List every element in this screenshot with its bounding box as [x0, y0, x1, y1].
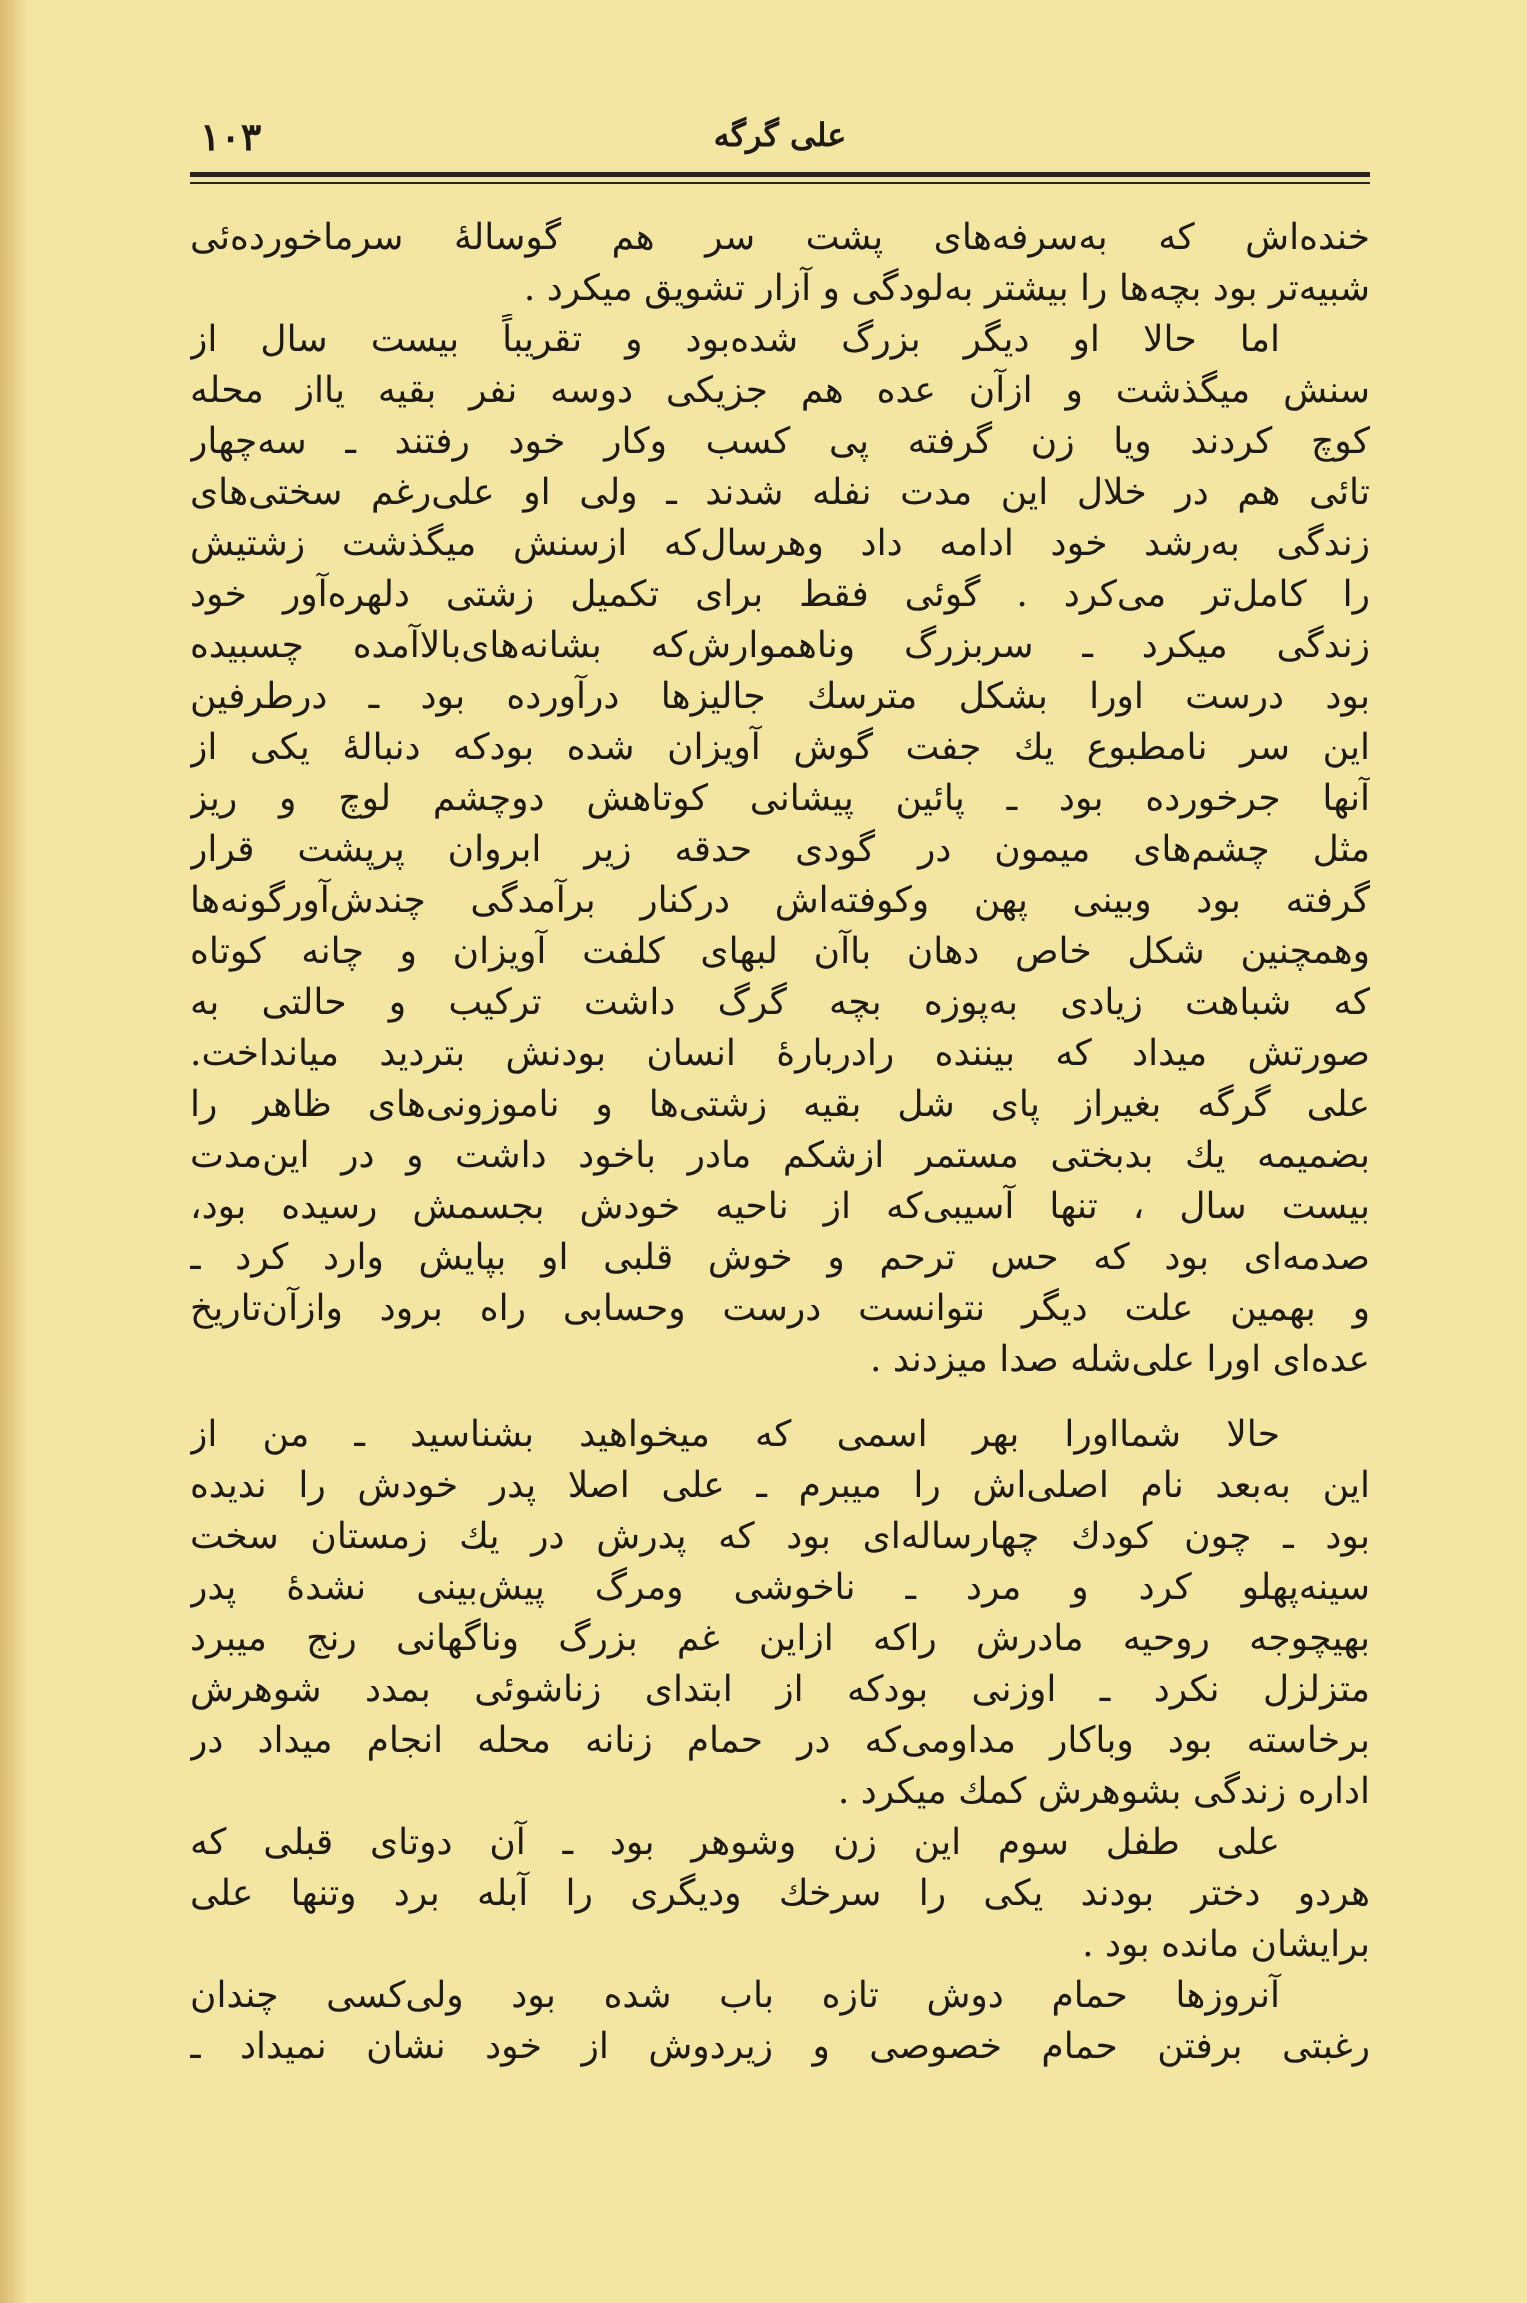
- text-line: صدمه‌ای بود که حس ترحم و خوش قلبی او بپایش وارد کرد ـ: [190, 1237, 1370, 1278]
- text-line: علی گرگه بغیراز پای شل بقیه زشتی‌ها و ناموزونی‌های ظاهر را: [190, 1084, 1370, 1125]
- text-line: خنده‌اش که به‌سرفه‌های پشت سر هم گوسالهٔ سرماخورده‌ئی: [190, 217, 1370, 258]
- text-line: بود ـ چون کودك چهارساله‌ای بود که پدرش در یك زمستان سخت: [190, 1516, 1370, 1557]
- text-line: وهمچنین شکل خاص دهان باآن لبهای کلفت آویزان و چانه کوتاه: [190, 931, 1370, 972]
- text-line: بیست سال ، تنها آسیبی‌که از ناحیه خودش بجسمش رسیده بود،: [190, 1186, 1370, 1227]
- text-line: این به‌بعد نام اصلی‌اش را میبرم ـ علی اصلا پدر خودش را ندیده: [190, 1465, 1370, 1506]
- text-line: را کامل‌تر می‌کرد . گوئی فقط برای تکمیل زشتی دلهره‌آور خود: [190, 574, 1370, 615]
- text-line: علی طفل سوم این زن وشوهر بود ـ آن دوتای قبلی که: [190, 1822, 1280, 1863]
- text-line: آنروزها حمام دوش تازه باب شده بود ولی‌کسی چندان: [190, 1975, 1280, 2016]
- paragraph-gap: [190, 1385, 1370, 1409]
- text-line: برایشان مانده بود .: [1082, 1924, 1370, 1965]
- text-line: اما حالا او دیگر بزرگ شده‌بود و تقریباً بیست سال از: [190, 319, 1280, 360]
- header-rule-thick: [190, 172, 1370, 177]
- text-line: بضمیمه یك بدبختی مستمر ازشکم مادر باخود داشت و در این‌مدت: [190, 1135, 1370, 1176]
- text-line: تائی هم در خلال این مدت نفله شدند ـ ولی او علی‌رغم سختی‌های: [190, 472, 1370, 513]
- text-line: متزلزل نکرد ـ اوزنی بودکه از ابتدای زناشوئی بمدد شوهرش: [190, 1669, 1370, 1710]
- text-line: آنها جرخورده بود ـ پائین پیشانی کوتاهش دوچشم لوچ و ریز: [190, 778, 1370, 819]
- page-edge-shadow: [0, 0, 28, 2303]
- page-number: ۱۰۳: [200, 114, 262, 159]
- body-text: [190, 212, 1370, 2072]
- page-header: [190, 108, 1370, 168]
- text-line: اداره زندگی بشوهرش کمك میکرد .: [837, 1771, 1370, 1812]
- text-line: هردو دختر بودند یکی را سرخك ودیگری را آبله برد وتنها علی: [190, 1873, 1370, 1914]
- text-line: برخاسته بود وباکار مداومی‌که در حمام زنانه محله انجام میداد در: [190, 1720, 1370, 1761]
- text-line: بود درست اورا بشکل مترسك جالیزها درآورده بود ـ درطرفین: [190, 676, 1370, 717]
- text-line: سنش میگذشت و ازآن عده هم جزیکی دوسه نفر بقیه یااز محله: [190, 370, 1370, 411]
- text-line: شبیه‌تر بود بچه‌ها را بیشتر به‌لودگی و آزار تشویق میکرد .: [523, 268, 1370, 309]
- text-line: که شباهت زیادی به‌پوزه بچه گرگ داشت ترکیب و حالتی به: [190, 982, 1370, 1023]
- text-line: صورتش میداد که بیننده رادربارهٔ انسان بودنش بتردید میانداخت.: [190, 1033, 1370, 1074]
- text-line: بهیچوجه روحیه مادرش راکه ازاین غم بزرگ وناگهانی رنج میبرد: [190, 1618, 1370, 1659]
- header-rule-thin: [190, 182, 1370, 184]
- text-line: حالا شمااورا بهر اسمی که میخواهید بشناسید ـ من از: [190, 1414, 1280, 1455]
- running-title: علی گرگه: [713, 116, 847, 154]
- text-line: زندگی به‌رشد خود ادامه داد وهرسال‌که ازسنش میگذشت زشتیش: [190, 523, 1370, 564]
- text-line: عده‌ای اورا علی‌شله صدا میزدند .: [869, 1339, 1370, 1380]
- text-line: و بهمین علت دیگر نتوانست درست وحسابی راه برود وازآن‌تاریخ: [190, 1288, 1370, 1329]
- text-line: گرفته بود وبینی پهن وکوفته‌اش درکنار برآمدگی چندش‌آورگونه‌ها: [190, 880, 1370, 921]
- text-line: مثل چشم‌های میمون در گودی حدقه زیر ابروان پرپشت قرار: [190, 829, 1370, 870]
- text-line: این سر نامطبوع یك جفت گوش آویزان شده بودکه دنبالهٔ یکی از: [190, 727, 1370, 768]
- text-line: کوچ کردند ویا زن گرفته پی کسب وکار خود رفتند ـ سه‌چهار: [190, 421, 1370, 462]
- text-line: زندگی میکرد ـ سربزرگ وناهموارش‌که بشانه‌های‌بالاآمده چسبیده: [190, 625, 1370, 666]
- text-line: سینه‌پهلو کرد و مرد ـ ناخوشی ومرگ پیش‌بینی نشدهٔ پدر: [190, 1567, 1370, 1608]
- text-line: رغبتی برفتن حمام خصوصی و زیردوش از خود نشان نمیداد ـ: [190, 2026, 1370, 2067]
